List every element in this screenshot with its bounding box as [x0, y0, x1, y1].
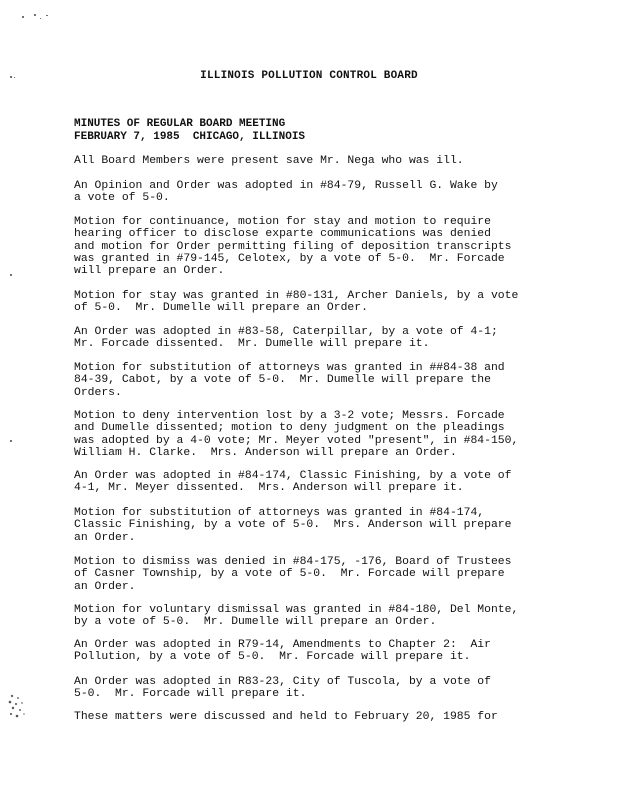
minutes-paragraph: Motion to dismiss was denied in #84-175, -176, Board of Trustees of Casner Township, by a vote of 5-0. Mr. Forcade will prepare an Order. — [74, 556, 512, 593]
minutes-paragraph: Motion for stay was granted in #80-131, Archer Daniels, by a vote of 5-0. Mr. Dumelle will prepare an Order. — [74, 290, 519, 315]
minutes-paragraph: An Order was adopted in #84-174, Classic Finishing, by a vote of 4-1, Mr. Meyer dissented. Mrs. Anderson will prepare it. — [74, 470, 512, 495]
meeting-date-line: FEBRUARY 7, 1985 CHICAGO, ILLINOIS — [74, 131, 306, 143]
minutes-paragraph: Motion for substitution of attorneys was granted in #84-174, Classic Finishing, by a vote of 5-0. Mrs. Anderson will prepare an Order. — [74, 507, 512, 544]
meeting-title-line: MINUTES OF REGULAR BOARD MEETING — [74, 118, 286, 130]
minutes-paragraph: Motion for substitution of attorneys was granted in ##84-38 and 84-39, Cabot, by a vote of 5-0. Mr. Dumelle will prepare the Orders. — [74, 362, 505, 399]
minutes-paragraph: Motion for voluntary dismissal was granted in #84-180, Del Monte, by a vote of 5-0. Mr. Dumelle will prepare an Order. — [74, 604, 519, 629]
scan-smudge-icon — [6, 692, 30, 720]
scan-speck — [10, 440, 12, 442]
minutes-paragraph: An Order was adopted in #83-58, Caterpillar, by a vote of 4-1; Mr. Forcade dissented. Mr. Dumelle will prepare it. — [74, 326, 498, 351]
board-header: ILLINOIS POLLUTION CONTROL BOARD — [200, 70, 418, 82]
minutes-paragraph: Motion for continuance, motion for stay and motion to require hearing officer to disclose exparte communications was denied and motion for Order permitting filing of deposition transcripts was granted in #79-145, Celotex, by a vote of 5-0. Mr. Forcade will prepare an Order. — [74, 216, 512, 278]
scan-speck — [40, 18, 41, 19]
scan-speck — [46, 15, 48, 16]
scan-speck — [34, 14, 36, 16]
minutes-paragraph: All Board Members were present save Mr. Nega who was ill. — [74, 155, 464, 167]
minutes-paragraph: Motion to deny intervention lost by a 3-2 vote; Messrs. Forcade and Dumelle dissented; motion to deny judgment on the pleadings was adopted by a 4-0 vote; Mr. Meyer voted "present", in #84-150, William H. Clarke. Mrs. Anderson will prepare an Order. — [74, 410, 519, 459]
minutes-paragraph: An Opinion and Order was adopted in #84-79, Russell G. Wake by a vote of 5-0. — [74, 180, 498, 205]
minutes-paragraph: An Order was adopted in R79-14, Amendments to Chapter 2: Air Pollution, by a vote of 5-0. Mr. Forcade will prepare it. — [74, 639, 491, 664]
minutes-paragraph: These matters were discussed and held to February 20, 1985 for — [74, 711, 498, 723]
scan-speck — [22, 16, 24, 18]
scan-speck — [10, 274, 12, 276]
meeting-title — [74, 118, 305, 144]
minutes-paragraph: An Order was adopted in R83-23, City of Tuscola, by a vote of 5-0. Mr. Forcade will prepare it. — [74, 676, 491, 701]
